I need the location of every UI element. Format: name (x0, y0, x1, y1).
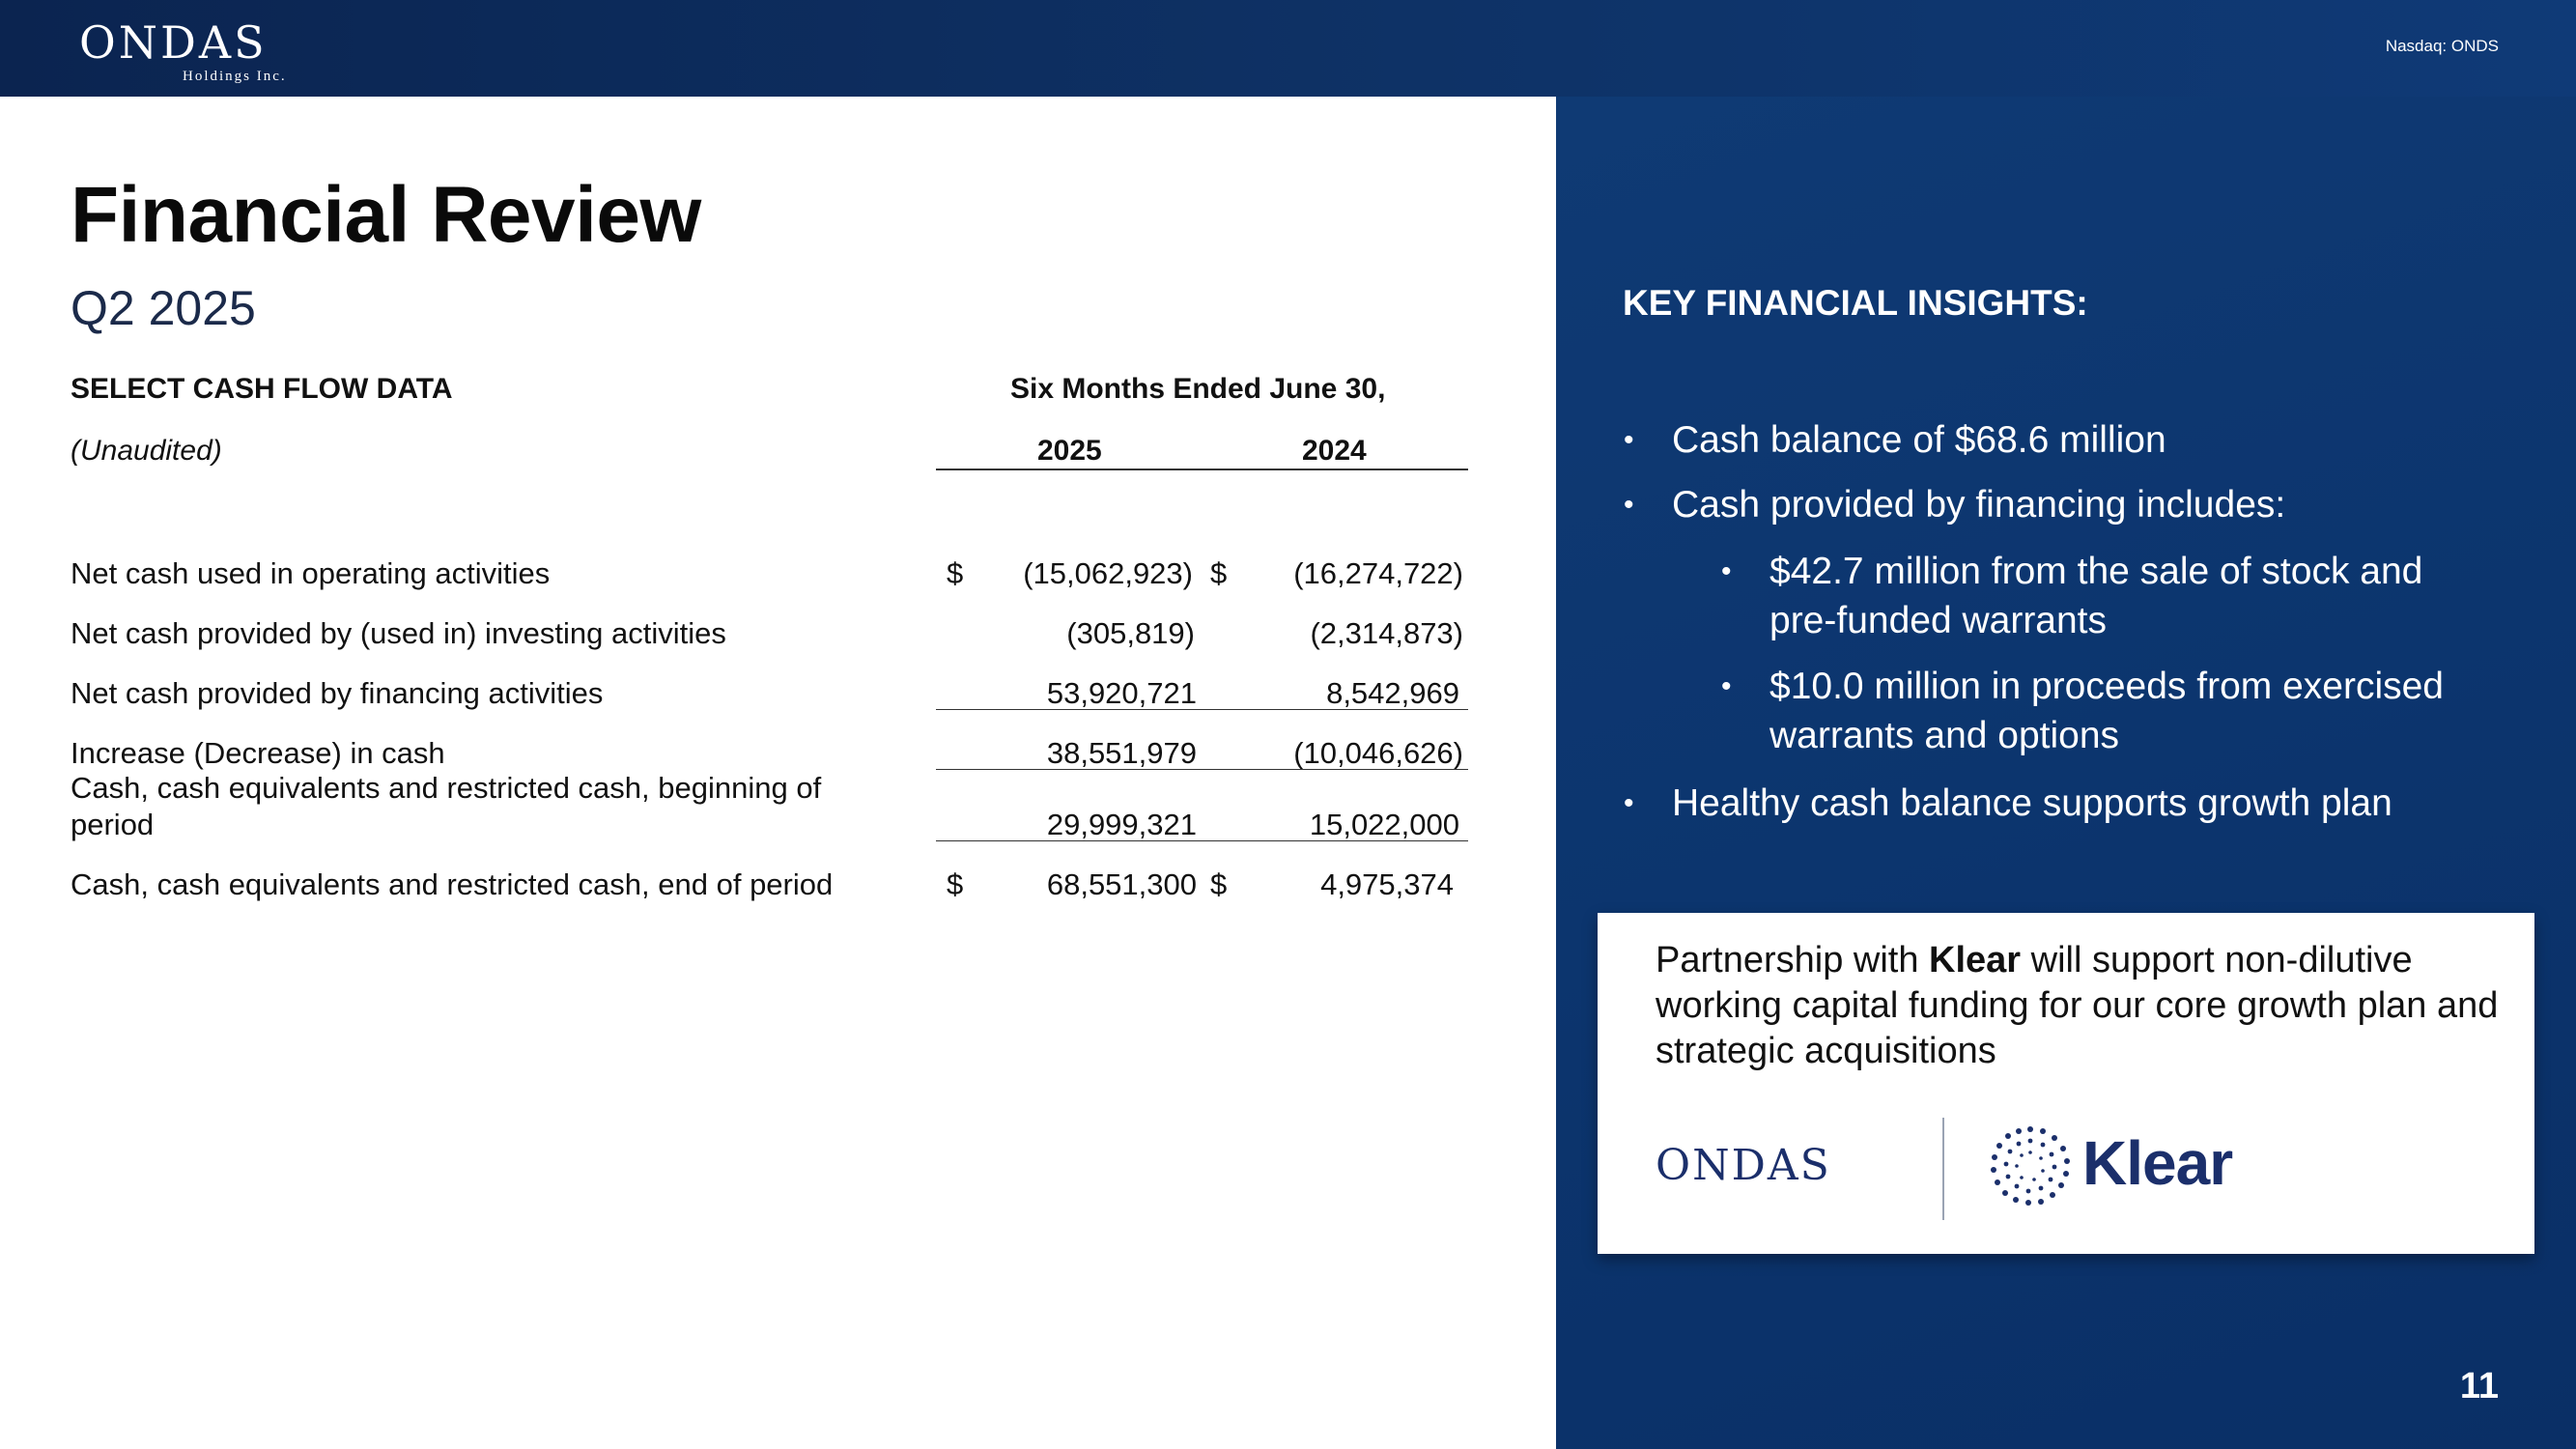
row-label-beginning-line1: Cash, cash equivalents and restricted cash, beginning of (71, 771, 822, 805)
row-label-ending: Cash, cash equivalents and restricted cash, end of period (71, 867, 834, 901)
header-bar (0, 0, 2576, 97)
insight-text: Cash balance of $68.6 million (1672, 419, 2166, 461)
row-label-beginning-line2: period (71, 808, 155, 841)
insight-sub-text-line2: pre-funded warrants (1769, 600, 2108, 641)
cell-financing-2025: 53,920,721 (1046, 676, 1197, 710)
table-period-label: Six Months Ended June 30, (1010, 373, 1386, 405)
currency-symbol: $ (947, 867, 964, 901)
insight-sub-text-line2: warrants and options (1769, 715, 2120, 756)
currency-symbol: $ (1210, 556, 1228, 590)
klear-burst-icon (1990, 1125, 2071, 1207)
currency-symbol: $ (947, 556, 964, 590)
ondas-card-logo: ONDAS (1656, 1141, 1831, 1190)
logo-divider (1942, 1118, 1944, 1220)
insight-sub-bullet (1721, 547, 2423, 645)
partnership-text-lead: Partnership with (1656, 940, 1930, 980)
row-label-investing: Net cash provided by (used in) investing activities (71, 616, 726, 650)
column-header-2025: 2025 (1037, 435, 1102, 467)
cell-investing-2025: (305,819) (1066, 616, 1195, 650)
page-subtitle: Q2 2025 (71, 281, 256, 335)
bullet-dot: • (1624, 424, 1634, 456)
page-title: Financial Review (71, 171, 701, 259)
bullet-dot: • (1624, 787, 1634, 819)
beginning-rule (936, 840, 1468, 841)
cell-operating-2024: (16,274,722) (1293, 556, 1463, 590)
column-header-2024: 2024 (1302, 435, 1367, 467)
cell-operating-2025: (15,062,923) (1023, 556, 1193, 590)
unaudited-label: (Unaudited) (71, 435, 222, 467)
cell-increase-2025: 38,551,979 (1046, 736, 1197, 770)
cell-ending-2025: 68,551,300 (1046, 867, 1197, 901)
logo-word: ONDAS (79, 16, 268, 69)
row-label-financing: Net cash provided by financing activities (71, 676, 604, 710)
insight-sub-bullet (1721, 662, 2445, 760)
cell-investing-2024: (2,314,873) (1310, 616, 1463, 650)
cell-beginning-2024: 15,022,000 (1309, 808, 1459, 841)
bullet-dot: • (1624, 489, 1634, 521)
partnership-text-rest: will support non-dilutive working capital funding for our core growth plan and strategic acquisitions (1656, 940, 2499, 1071)
logo-subtitle: Holdings Inc. (183, 69, 287, 84)
cell-financing-2024: 8,542,969 (1326, 676, 1459, 710)
ticker-label: Nasdaq: ONDS (2385, 37, 2499, 55)
header-rule (936, 469, 1468, 470)
page-number: 11 (2459, 1366, 2499, 1406)
row-label-increase: Increase (Decrease) in cash (71, 736, 445, 770)
insight-text: Healthy cash balance supports growth plan (1672, 782, 2392, 824)
row-label-operating: Net cash used in operating activities (71, 556, 551, 590)
partnership-text (1656, 938, 2505, 1074)
insight-bullet (1624, 415, 2166, 465)
insight-sub-text-line1: $42.7 million from the sale of stock and (1769, 551, 2423, 592)
cell-ending-2024: 4,975,374 (1320, 867, 1454, 901)
bullet-dot: • (1721, 670, 1732, 702)
insights-title: KEY FINANCIAL INSIGHTS: (1623, 283, 2088, 323)
klear-card-logo: Klear (2082, 1128, 2233, 1198)
cell-beginning-2025: 29,999,321 (1046, 808, 1197, 841)
insight-bullet (1624, 779, 2392, 828)
insight-text: Cash provided by financing includes: (1672, 484, 2286, 526)
bullet-dot: • (1721, 555, 1732, 587)
ondas-logo (79, 16, 287, 84)
partner-name: Klear (1929, 940, 2022, 980)
partnership-card (1598, 913, 2534, 1254)
increase-rule (936, 769, 1468, 770)
currency-symbol: $ (1210, 867, 1228, 901)
subtotal-rule (936, 709, 1468, 710)
cell-increase-2024: (10,046,626) (1293, 736, 1463, 770)
table-section-label: SELECT CASH FLOW DATA (71, 373, 453, 405)
insight-sub-text-line1: $10.0 million in proceeds from exercised (1769, 666, 2445, 707)
insight-bullet (1624, 480, 2286, 529)
